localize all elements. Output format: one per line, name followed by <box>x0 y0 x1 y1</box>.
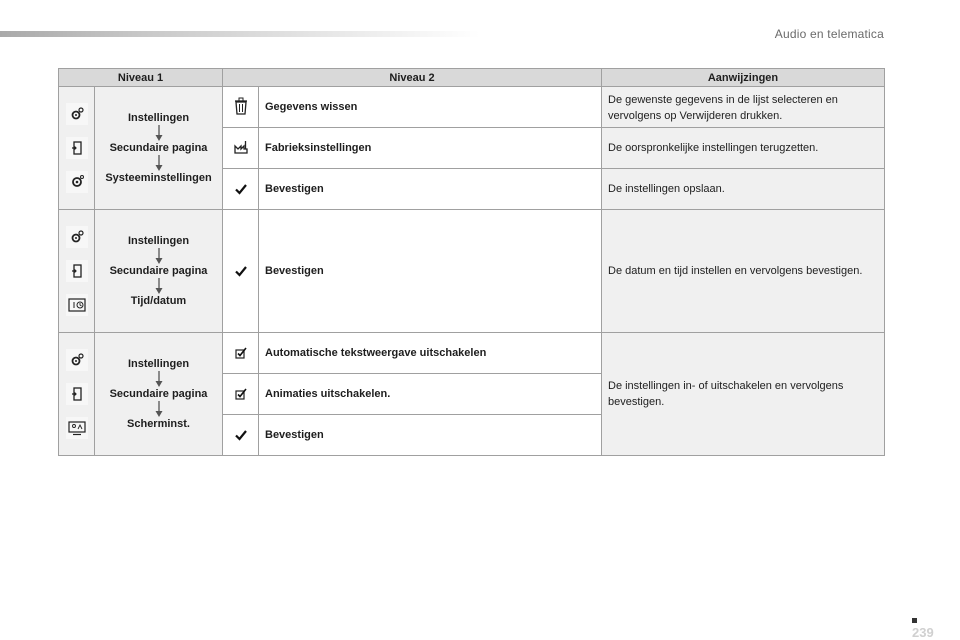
level1-icons-cell <box>59 87 95 210</box>
settings-gear-icon <box>66 103 88 125</box>
level2-icon-cell <box>223 87 259 128</box>
level1-item: Secundaire pagina <box>109 388 208 400</box>
delete-data-icon <box>230 95 252 117</box>
level1-item: Secundaire pagina <box>109 142 208 154</box>
header-niveau-2: Niveau 2 <box>223 69 602 87</box>
level2-item: Animaties uitschakelen. <box>259 374 602 415</box>
factory-settings-icon <box>230 136 252 158</box>
table-header-row <box>59 69 885 87</box>
secondary-page-icon <box>66 137 88 159</box>
header-aanwijzingen: Aanwijzingen <box>602 69 885 87</box>
instruction-text: De gewenste gegevens in de lijst selecteren en vervolgens op Verwijderen drukken. <box>602 87 885 128</box>
instruction-text: De oorspronkelijke instellingen terugzetten. <box>602 128 885 169</box>
level1-item: Instellingen <box>127 112 190 124</box>
level1-icons-cell <box>59 210 95 333</box>
settings-gear-icon <box>66 349 88 371</box>
arrow-down-icon <box>154 277 164 295</box>
level2-item: Fabrieksinstellingen <box>259 128 602 169</box>
arrow-down-icon <box>154 154 164 172</box>
level2-icon-cell <box>223 374 259 415</box>
table-row <box>59 333 885 374</box>
level2-item: Bevestigen <box>259 210 602 333</box>
level1-item: Secundaire pagina <box>109 265 208 277</box>
section-title: Audio en telematica <box>774 27 884 41</box>
page-marker <box>912 618 917 623</box>
checkbox-icon <box>230 383 252 405</box>
screen-settings-icon <box>66 417 88 439</box>
level1-item: Tijd/datum <box>130 295 187 307</box>
level1-path-cell <box>95 87 223 210</box>
level1-item: Systeeminstellingen <box>105 172 212 184</box>
settings-gear-icon <box>66 226 88 248</box>
level1-path-cell <box>95 333 223 456</box>
level2-item: Bevestigen <box>259 169 602 210</box>
level2-item: Bevestigen <box>259 415 602 456</box>
date-time-icon <box>66 294 88 316</box>
instruction-text: De instellingen opslaan. <box>602 169 885 210</box>
arrow-down-icon <box>154 247 164 265</box>
arrow-down-icon <box>154 124 164 142</box>
level2-icon-cell <box>223 169 259 210</box>
settings-table <box>58 68 885 456</box>
checkmark-icon <box>230 178 252 200</box>
level1-icons-cell <box>59 333 95 456</box>
header-gradient-bar <box>0 31 480 37</box>
page-number: 239 <box>912 625 934 640</box>
level1-item: Instellingen <box>127 235 190 247</box>
system-settings-gear-icon <box>66 171 88 193</box>
instruction-text: De datum en tijd instellen en vervolgens bevestigen. <box>602 210 885 333</box>
level2-icon-cell <box>223 333 259 374</box>
level1-item: Scherminst. <box>127 418 190 430</box>
instruction-text: De instellingen in- of uitschakelen en vervolgens bevestigen. <box>602 333 885 456</box>
level1-path-cell <box>95 210 223 333</box>
level1-item: Instellingen <box>127 358 190 370</box>
header-niveau-1: Niveau 1 <box>59 69 223 87</box>
secondary-page-icon <box>66 260 88 282</box>
level2-icon-cell <box>223 210 259 333</box>
checkmark-icon <box>230 424 252 446</box>
checkbox-icon <box>230 342 252 364</box>
arrow-down-icon <box>154 370 164 388</box>
level2-item: Gegevens wissen <box>259 87 602 128</box>
level2-item: Automatische tekstweergave uitschakelen <box>259 333 602 374</box>
arrow-down-icon <box>154 400 164 418</box>
checkmark-icon <box>230 260 252 282</box>
table-row <box>59 87 885 128</box>
secondary-page-icon <box>66 383 88 405</box>
table-row <box>59 210 885 333</box>
level2-icon-cell <box>223 415 259 456</box>
level2-icon-cell <box>223 128 259 169</box>
